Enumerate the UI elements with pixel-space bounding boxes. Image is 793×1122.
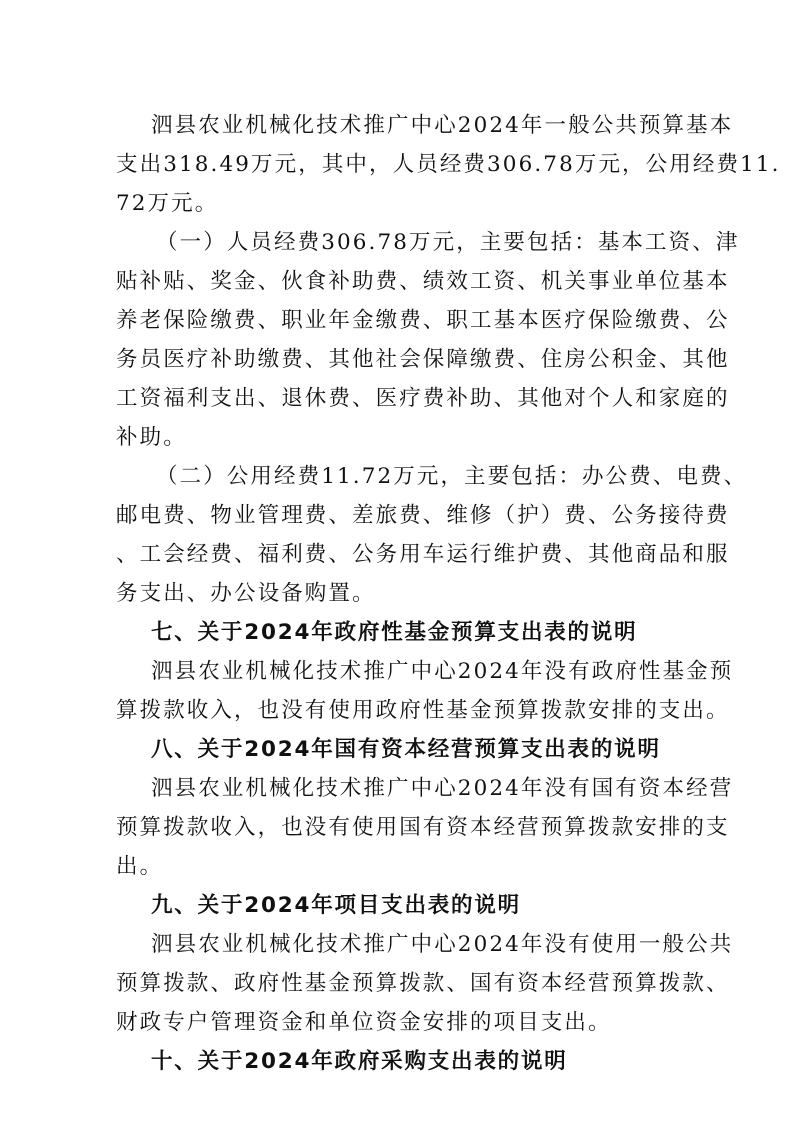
body-text-line: 补助。: [116, 425, 187, 450]
section-heading: 八、关于2024年国有资本经营预算支出表的说明: [151, 737, 661, 762]
body-text-line: 工资福利支出、退休费、医疗费补助、其他对个人和家庭的: [116, 386, 730, 411]
body-text-line: 预算拨款收入，也没有使用国有资本经营预算拨款安排的支: [116, 815, 730, 840]
body-text-line: 邮电费、物业管理费、差旅费、维修（护）费、公务接待费: [116, 503, 730, 528]
body-text-line: 泗县农业机械化技术推广中心2024年没有政府性基金预: [151, 659, 734, 684]
body-text-line: 、工会经费、福利费、公务用车运行维护费、其他商品和服: [116, 542, 730, 567]
section-heading: 九、关于2024年项目支出表的说明: [151, 893, 521, 918]
body-text-line: 出。: [116, 854, 164, 879]
body-text-line: 预算拨款、政府性基金预算拨款、国有资本经营预算拨款、: [116, 971, 730, 996]
body-text-line: （二）公用经费11.72万元，主要包括：办公费、电费、: [156, 464, 748, 489]
section-heading: 十、关于2024年政府采购支出表的说明: [151, 1049, 568, 1074]
section-heading: 七、关于2024年政府性基金预算支出表的说明: [151, 620, 638, 645]
body-text-line: 务员医疗补助缴费、其他社会保障缴费、住房公积金、其他: [116, 347, 730, 372]
body-text-line: 支出318.49万元，其中，人员经费306.78万元，公用经费11.: [116, 152, 781, 177]
body-text-line: 72万元。: [116, 191, 219, 216]
body-text-line: 泗县农业机械化技术推广中心2024年没有使用一般公共: [151, 932, 734, 957]
body-text-line: 务支出、办公设备购置。: [116, 581, 376, 606]
body-text-line: 泗县农业机械化技术推广中心2024年一般公共预算基本: [151, 113, 734, 138]
body-text-line: 泗县农业机械化技术推广中心2024年没有国有资本经营: [151, 776, 734, 801]
body-text-line: 贴补贴、奖金、伙食补助费、绩效工资、机关事业单位基本: [116, 269, 730, 294]
body-text-line: （一）人员经费306.78万元，主要包括：基本工资、津: [156, 230, 740, 255]
body-text-line: 财政专户管理资金和单位资金安排的项目支出。: [116, 1010, 612, 1035]
body-text-line: 算拨款收入，也没有使用政府性基金预算拨款安排的支出。: [116, 698, 730, 723]
body-text-line: 养老保险缴费、职业年金缴费、职工基本医疗保险缴费、公: [116, 308, 730, 333]
